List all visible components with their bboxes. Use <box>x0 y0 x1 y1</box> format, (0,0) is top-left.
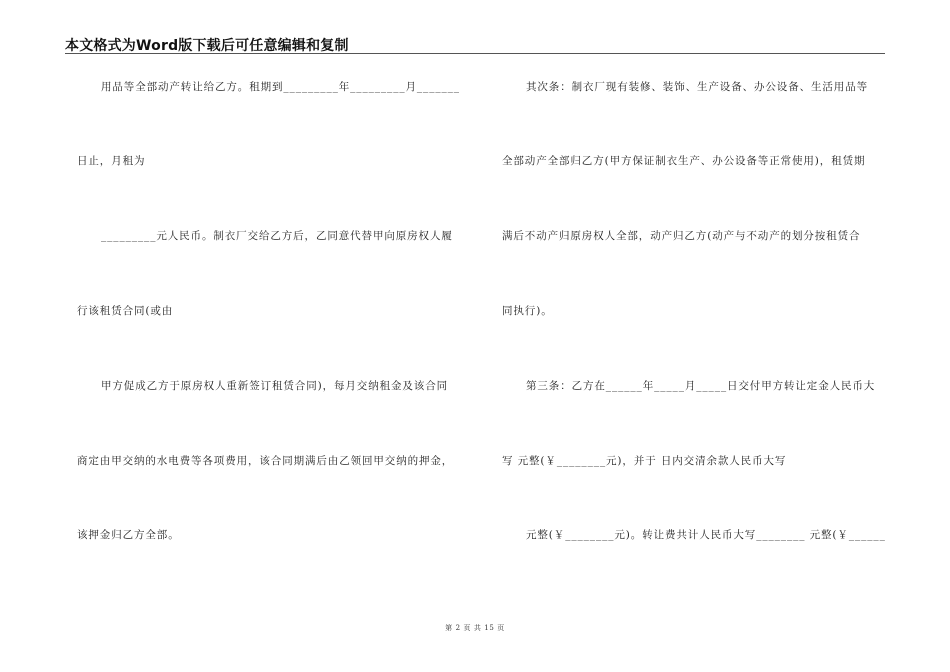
paragraph-line: 同执行)。 <box>502 305 553 317</box>
paragraph-line: 该押金归乙方全部。 <box>77 529 180 541</box>
paragraph-line: 商定由甲交纳的水电费等各项费用，该合同期满后由乙领回甲交纳的押金， <box>77 455 454 467</box>
paragraph-line: _________元人民币。制衣厂交给乙方后，乙同意代替甲向原房权人履 <box>101 230 453 242</box>
paragraph-line: 写 元整(￥________元)，并于 日内交清余款人民币大写 <box>502 455 787 467</box>
paragraph-line: 第三条：乙方在______年_____月_____日交付甲方转让定金人民币大 <box>526 380 876 392</box>
header-title: 本文格式为Word版下载后可任意编辑和复制 <box>65 38 349 54</box>
paragraph-line: 元整(￥________元)。转让费共计人民币大写________ 元整(￥______ <box>526 529 886 541</box>
paragraph-line: 行该租赁合同(或由 <box>77 305 174 317</box>
paragraph-line: 其次条：制衣厂现有装修、装饰、生产设备、办公设备、生活用品等 <box>526 81 868 93</box>
paragraph-line: 用品等全部动产转让给乙方。租期到_________年_________月_______ <box>101 81 460 93</box>
paragraph-line: 日止，月租为 <box>77 155 146 167</box>
paragraph-line: 全部动产全部归乙方(甲方保证制衣生产、办公设备等正常使用)，租赁期 <box>502 155 866 167</box>
paragraph-line: 甲方促成乙方于原房权人重新签订租赁合同)，每月交纳租金及该合同 <box>101 380 448 392</box>
paragraph-line: 满后不动产归原房权人全部，动产归乙方(动产与不动产的划分按租赁合 <box>502 230 861 242</box>
page-footer: 第 2 页 共 15 页 <box>445 624 505 632</box>
page-header <box>65 33 885 54</box>
